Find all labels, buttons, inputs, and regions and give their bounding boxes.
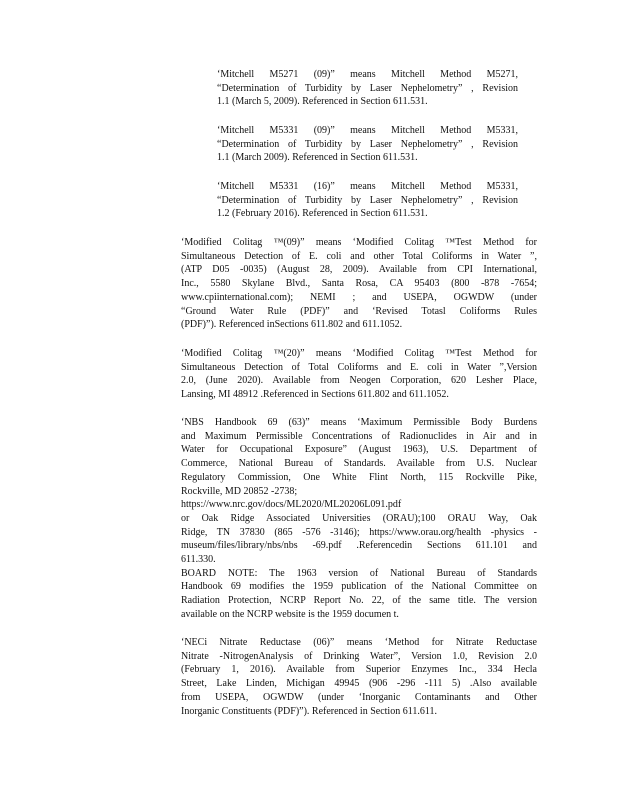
text-line: ‘Mitchell M5331 (16)” means Mitchell Method M5331, bbox=[217, 181, 518, 192]
text-line: 1.1 (March 5, 2009). Referenced in Section 611.531. bbox=[217, 96, 428, 108]
text-line: and Maximum Permissible Concentrations of Radionuclides in Air and in bbox=[181, 430, 537, 442]
text-line: Handbook 69 modifies the 1959 publication of the National Committee on bbox=[181, 581, 537, 593]
text-line: 1.1 (March 2009). Referenced in Section 611.531. bbox=[217, 152, 418, 164]
text-line: ‘NBS Handbook 69 (63)” means ‘Maximum Permissible Body Burdens bbox=[181, 417, 537, 428]
definition-mitchell-m5271-09 bbox=[217, 68, 518, 109]
text-line: ‘NECi Nitrate Reductase (06)” means ‘Method for Nitrate Reductase bbox=[181, 637, 537, 648]
definition-modified-colitag-09 bbox=[181, 236, 537, 332]
text-line: “Determination of Turbidity by Laser Nephelometry” , Revision bbox=[217, 138, 518, 150]
text-line: ‘Modified Colitag ™(09)” means ‘Modified Colitag ™Test Method for bbox=[181, 237, 537, 248]
text-line: Rockville, MD 20852 -2738; bbox=[181, 485, 298, 497]
text-line: Commerce, National Bureau of Standards. Available from U.S. Nuclear bbox=[181, 458, 537, 470]
text-line: 611.330. bbox=[181, 554, 216, 566]
text-line: Street, Lake Linden, Michigan 49945 (906 -296 -111 5) .Also available bbox=[181, 678, 537, 690]
text-line: “Ground Water Rule (PDF)” and ‘Revised Totasl Coliforms Rules bbox=[181, 305, 537, 317]
text-line: Regulatory Commission, One White Flint North, 115 Rockville Pike, bbox=[181, 471, 537, 483]
text-line: (PDF)”). Referenced inSections 611.802 and 611.1052. bbox=[181, 319, 403, 331]
text-line: ‘Mitchell M5331 (09)” means Mitchell Method M5331, bbox=[217, 125, 518, 136]
text-line: 2.0, (June 2020). Available from Neogen Corporation, 620 Lesher Place, bbox=[181, 375, 537, 387]
text-line: Nitrate -NitrogenAnalysis of Drinking Water”, Version 1.0, Revision 2.0 bbox=[181, 650, 537, 662]
text-line: Simultaneous Detection of E. coli and other Total Coliforms in Water ”, bbox=[181, 250, 537, 262]
text-line: Ridge, TN 37830 (865 -576 -3146); https://www.orau.org/health -physics - bbox=[181, 526, 537, 538]
definition-neci-nitrate-reductase bbox=[181, 636, 537, 718]
text-line: “Determination of Turbidity by Laser Nephelometry” , Revision bbox=[217, 194, 518, 206]
text-line: 1.2 (February 2016). Referenced in Section 611.531. bbox=[217, 208, 428, 220]
text-line: Inorganic Constituents (PDF)”). Referenced in Section 611.611. bbox=[181, 705, 437, 717]
text-line: available on the NCRP website is the 1959 documen t. bbox=[181, 608, 399, 620]
definition-nbs-handbook-69 bbox=[181, 416, 537, 622]
text-line: or Oak Ridge Associated Universities (ORAU);100 ORAU Way, Oak bbox=[181, 512, 537, 524]
text-line: museum/files/library/nbs/nbs -69.pdf .Referencedin Sections 611.101 and bbox=[181, 540, 537, 552]
nrc-url-line: https://www.nrc.gov/docs/ML2020/ML20206L091.pdf bbox=[181, 499, 402, 511]
text-line: Inc., 5580 Skylane Blvd., Santa Rosa, CA 95403 (800 -878 -7654; bbox=[181, 278, 537, 290]
definition-mitchell-m5331-09 bbox=[217, 124, 518, 165]
text-line: ‘Modified Colitag ™(20)” means ‘Modified Colitag ™Test Method for bbox=[181, 348, 537, 359]
text-line: Water for Occupational Exposure” (August 1963), U.S. Department of bbox=[181, 444, 537, 456]
text-line: Simultaneous Detection of Total Coliforms and E. coli in Water ”,Version bbox=[181, 361, 537, 373]
text-line: (February 1, 2016). Available from Superior Enzymes Inc., 334 Hecla bbox=[181, 664, 537, 676]
text-line: from USEPA, OGWDW (under ‘Inorganic Contaminants and Other bbox=[181, 691, 537, 703]
text-line: (ATP D05 -0035) (August 28, 2009). Available from CPI International, bbox=[181, 264, 537, 276]
text-line: ‘Mitchell M5271 (09)” means Mitchell Method M5271, bbox=[217, 69, 518, 80]
definition-modified-colitag-20 bbox=[181, 347, 537, 402]
text-line: www.cpiinternational.com); NEMI ; and USEPA, OGWDW (under bbox=[181, 291, 537, 303]
text-line: Radiation Protection, NCRP Report No. 22, of the same title. The version bbox=[181, 595, 537, 607]
text-line: Lansing, MI 48912 .Referenced in Sections 611.802 and 611.1052. bbox=[181, 389, 449, 401]
board-note-line: BOARD NOTE: The 1963 version of National Bureau of Standards bbox=[181, 567, 537, 579]
definition-mitchell-m5331-16 bbox=[217, 180, 518, 221]
text-line: “Determination of Turbidity by Laser Nephelometry” , Revision bbox=[217, 82, 518, 94]
